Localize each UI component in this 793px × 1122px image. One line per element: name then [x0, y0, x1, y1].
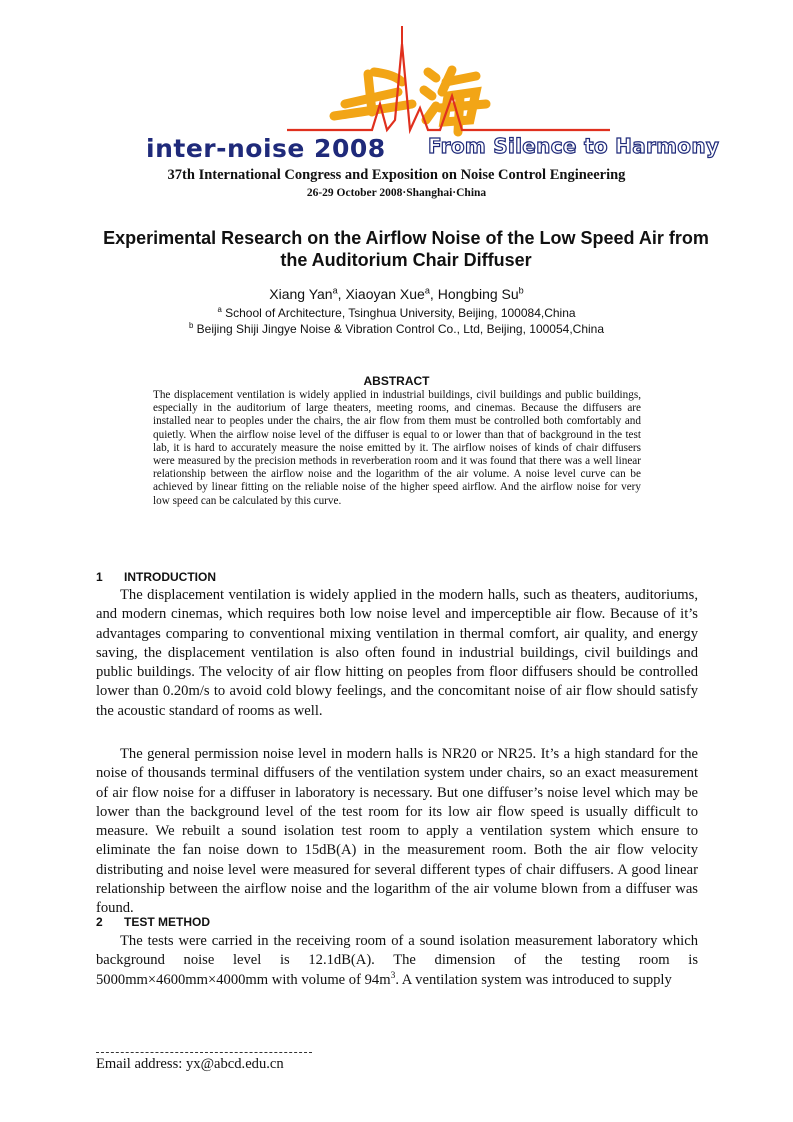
paragraph-text: . A ventilation system was introduced to supply — [395, 971, 672, 988]
congress-name: 37th International Congress and Exposition on Noise Control Engineering — [167, 167, 626, 183]
section-heading — [96, 570, 216, 584]
affiliation-text: School of Architecture, Tsinghua University, Beijing, 100084,China — [225, 306, 576, 320]
affiliation-mark: a — [217, 305, 222, 314]
section-heading — [96, 915, 210, 929]
congress-dates: 26-29 October 2008·Shanghai·China — [306, 187, 487, 199]
author-separator: , — [429, 286, 438, 302]
author-list — [0, 286, 793, 302]
affiliation — [0, 306, 793, 320]
author-name: Xiang Yan — [269, 286, 333, 302]
affiliation-text: Beijing Shiji Jingye Noise & Vibration Control Co., Ltd, Beijing, 100054,China — [196, 322, 605, 336]
abstract-text: The displacement ventilation is widely applied in industrial buildings, civil buildings and public buildings, especially in the auditorium of large theaters, meeting rooms, and cinemas. Because the diffusers are installed near to peoples under the chairs, the air flow from them must be controlled both comfortably and quietly. When the airflow noise level of the diffuser is equal to or lower than that of background in the test lab, it is hard to accurately measure the noise emitted by it. The airflow noises of kinds of chair diffusers were measured by the precision methods in reverberation room and it was found that there was a well linear relationship between the airflow noise and the logarithm of the air volume. A noise level curve can be achieved by linear fitting on the reliable noise of the higher speed airflow. And the airflow noise for very low speed can be calculated by this curve. — [153, 389, 641, 507]
author-mark: a — [424, 285, 430, 296]
section-title: TEST METHOD — [124, 915, 210, 929]
abstract-heading: ABSTRACT — [363, 374, 430, 388]
author-name: Hongbing Su — [437, 286, 519, 302]
body-paragraph: The displacement ventilation is widely applied in the modern halls, such as theaters, auditoriums, and modern cinemas, which requires both low noise level and imperceptible air flow. Because of it’s advantages comparing to conventional mixing ventilation in thermal comfort, air quality, and energy saving, the displacement ventilation is also often found in industrial buildings, civil buildings and public buildings. The velocity of air flow hitting on peoples from floor diffusers should be controlled lower than 0.20m/s to avoid cold blowy feelings, and the concomitant noise of air flow should satisfy the acoustic standard of rooms as well. — [96, 587, 698, 719]
event-brand: inter-noise 2008 — [146, 134, 386, 163]
affiliation-mark: b — [188, 321, 194, 330]
paragraph-text: The tests were carried in the receiving room of a sound isolation measurement laboratory which background noise level is 12.1dB(A). The dimension of the testing room is 5000mm×4600mm×4000mm with volume of 94m — [96, 933, 698, 988]
section-number: 2 — [96, 915, 103, 929]
event-tagline: From Silence to Harmony — [428, 134, 720, 158]
body-paragraph: The general permission noise level in modern halls is NR20 or NR25. It’s a high standard for the noise of thousands terminal diffusers of the ventilation system under chairs, so an exact measurement of air flow noise for a diffuser in laboratory is necessary. But one diffuser’s noise level which may be lower than the background level of the test room for its low air flow speed is usually difficult to measure. We rebuilt a sound isolation test room to apply a ventilation system which ensure to eliminate the fan noise down to 15dB(A) in the measurement room. Both the air flow velocity distributing and noise level were measured for several different types of chair diffusers. A good linear relationship between the airflow noise and the logarithm of the air volume blown from a diffuser was found. — [96, 746, 698, 917]
body-paragraph — [96, 932, 698, 990]
affiliation — [0, 322, 793, 336]
section-number: 1 — [96, 570, 103, 584]
unit-superscript: 3 — [390, 970, 396, 981]
author-separator: , — [337, 286, 346, 302]
footnote-rule — [96, 1052, 312, 1053]
paper-title: Experimental Research on the Airflow Noise of the Low Speed Air from the Auditorium Chair Diffuser — [103, 228, 709, 270]
footnote-email: Email address: yx@abcd.edu.cn — [96, 1056, 284, 1072]
author-mark: a — [332, 285, 338, 296]
author-mark: b — [518, 285, 524, 296]
author-name: Xiaoyan Xue — [345, 286, 425, 302]
section-title: INTRODUCTION — [124, 570, 216, 584]
